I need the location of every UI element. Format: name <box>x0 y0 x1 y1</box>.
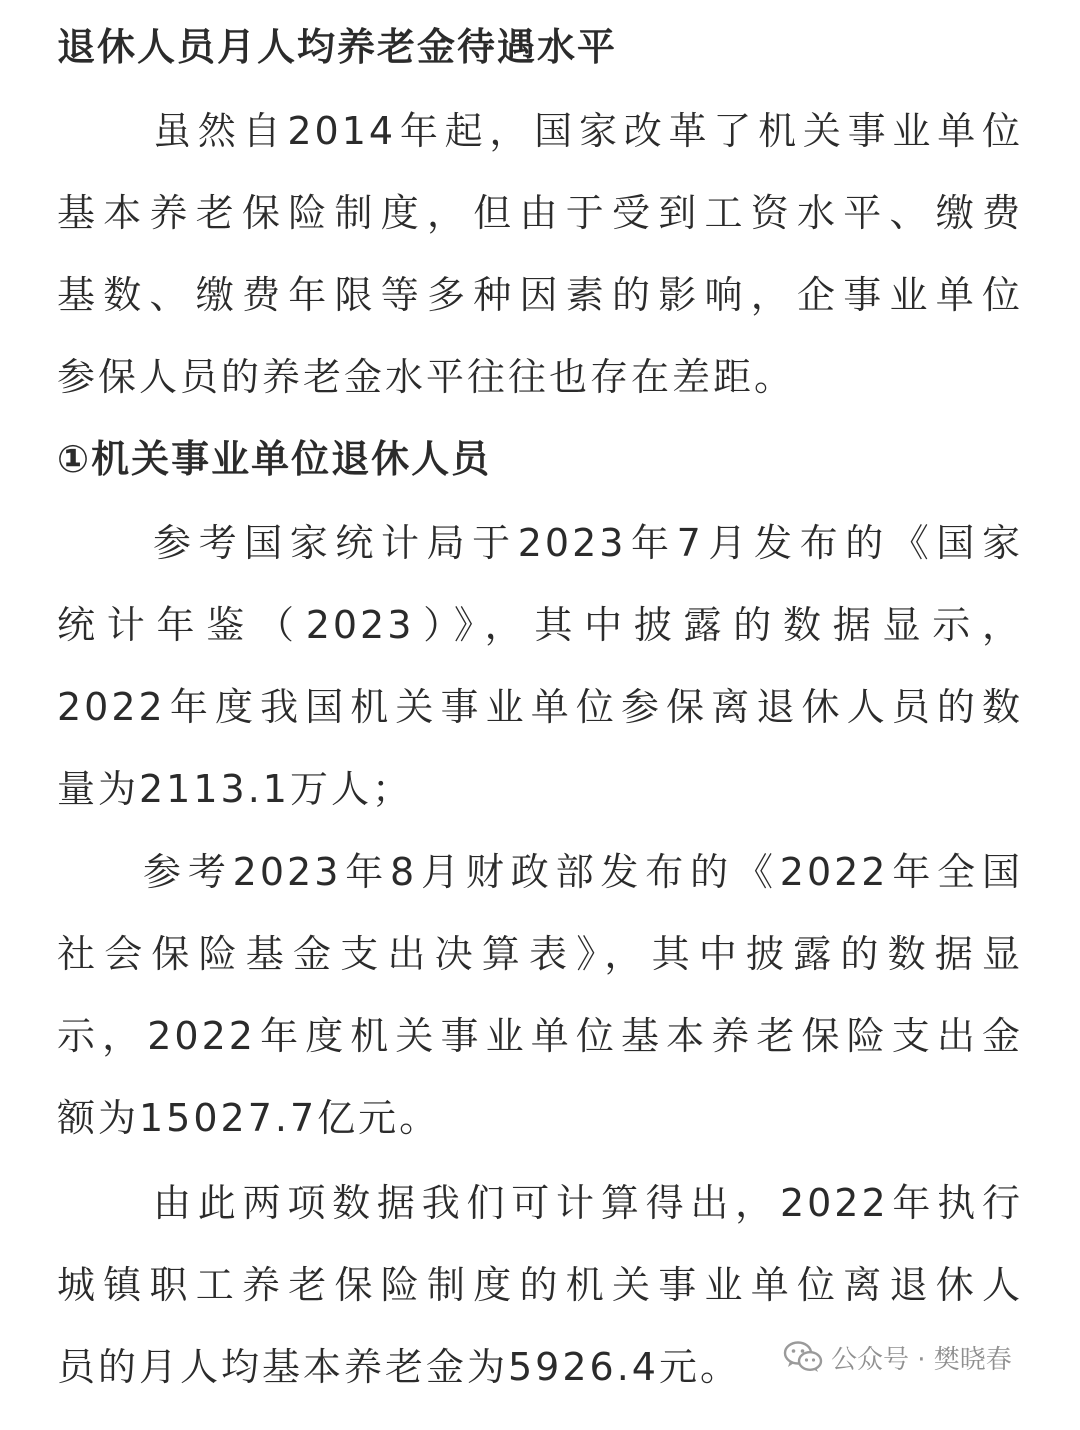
wechat-icon <box>783 1340 823 1374</box>
paragraph-1-line-1: 虽然自2014年起，国家改革了机关事业单位 <box>153 109 1023 153</box>
paragraph-3-line-1: 参考2023年8月财政部发布的《2022年全国 <box>143 850 1023 894</box>
subheading-government-retirees: ①机关事业单位退休人员 <box>57 437 492 481</box>
paragraph-1-line-4: 参保人员的养老金水平往往也存在差距。 <box>57 355 796 399</box>
wechat-watermark <box>783 1336 1053 1378</box>
paragraph-2-line-2: 统计年鉴（2023）》，其中披露的数据显示， <box>57 603 1023 647</box>
paragraph-3-line-2: 社会保险基金支出决算表》，其中披露的数据显 <box>57 932 1023 976</box>
paragraph-1-line-3: 基数、缴费年限等多种因素的影响，企事业单位 <box>57 273 1023 317</box>
paragraph-2-line-1: 参考国家统计局于2023年7月发布的《国家 <box>153 521 1023 565</box>
paragraph-1-line-2: 基本养老保险制度，但由于受到工资水平、缴费 <box>57 191 1023 235</box>
paragraph-4-line-1: 由此两项数据我们可计算得出，2022年执行 <box>153 1181 1023 1225</box>
paragraph-2-line-4: 量为2113.1万人； <box>57 767 413 811</box>
paragraph-4-line-2: 城镇职工养老保险制度的机关事业单位离退休人 <box>57 1263 1023 1307</box>
watermark-text: 公众号 · 樊晓春 <box>831 1344 1012 1375</box>
paragraph-3-line-4: 额为15027.7亿元。 <box>57 1096 441 1140</box>
paragraph-4-line-3: 员的月人均基本养老金为5926.4元。 <box>57 1345 741 1389</box>
paragraph-3-line-3: 示，2022年度机关事业单位基本养老保险支出金 <box>57 1014 1023 1058</box>
paragraph-2-line-3: 2022年度我国机关事业单位参保离退休人员的数 <box>57 685 1023 729</box>
section-heading: 退休人员月人均养老金待遇水平 <box>57 25 618 69</box>
